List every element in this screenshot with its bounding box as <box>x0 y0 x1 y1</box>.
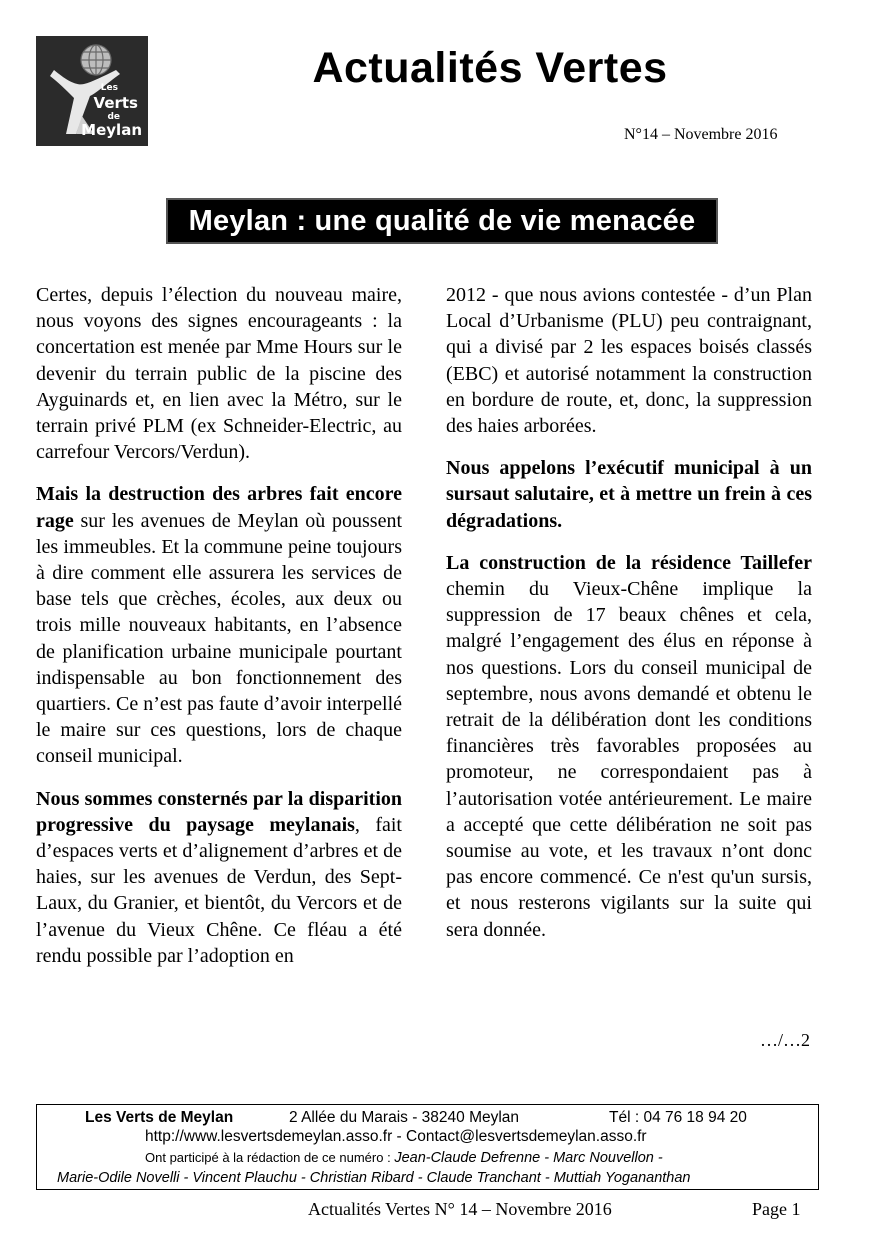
paragraph <box>36 786 402 969</box>
contributors-label: Ont participé à la rédaction de ce numéro : <box>145 1150 395 1165</box>
issue-number: N°14 – Novembre 2016 <box>624 126 778 143</box>
article-column-left <box>36 282 402 985</box>
paragraph-text: , fait d’espaces verts et d’alignement d’arbres et de haies, sur les avenues de Verdun, des Sept-Laux, du Granier, et bientôt, du Vercors et de l’avenue du Vieux Chêne. Ce fléau a été rendu possible par l’adoption en <box>36 813 402 967</box>
paragraph-bold-lead: Nous sommes consternés par la disparition progressive du paysage meylanais <box>36 787 402 836</box>
paragraph-text: 2012 - que nous avions contestée - d’un Plan Local d’Urbanisme (PLU) peu contraignant, qui a divisé par 2 les espaces boisés classés (EBC) et autorisé notamment la construction en bordure de route, et, donc, la suppression des haies arborées. <box>446 284 812 438</box>
website-and-email: http://www.lesvertsdemeylan.asso.fr - Contact@lesvertsdemeylan.asso.fr <box>145 1128 647 1145</box>
paragraph-bold-lead: Nous appelons l’exécutif municipal à un sursaut salutaire, et à mettre un frein à ces dégradations. <box>446 457 812 532</box>
article-column-right <box>446 282 812 959</box>
paragraph <box>36 282 402 465</box>
organization-name: Les Verts de Meylan <box>85 1109 234 1126</box>
paragraph <box>446 550 812 943</box>
footer-publication: Actualités Vertes N° 14 – Novembre 2016 <box>308 1199 612 1219</box>
newsletter-title: Actualités Vertes <box>312 44 668 92</box>
logo-text-meylan: Meylan <box>81 121 142 139</box>
logo-text-verts: Verts <box>93 94 138 112</box>
paragraph-bold-lead: La construction de la résidence Taillefer <box>446 551 812 574</box>
telephone: Tél : 04 76 18 94 20 <box>609 1109 747 1126</box>
paragraph <box>36 481 402 769</box>
contributors-names-cont: Marie-Odile Novelli - Vincent Plauchu - Christian Ribard - Claude Tranchant - Muttiah Yogananthan <box>57 1170 691 1186</box>
logo-text-de: de <box>107 112 120 122</box>
contact-box <box>36 1104 819 1190</box>
les-verts-logo <box>36 36 148 146</box>
paragraph <box>446 455 812 534</box>
page-number: Page 1 <box>752 1199 801 1219</box>
headline-banner <box>166 198 718 244</box>
paragraph-text: sur les avenues de Meylan où poussent les immeubles. Et la commune peine toujours à dire comment elle assurera les services de base tels que crèches, écoles, aux deux ou trois mille nouveaux habitants, en l’absence de planification urbaine municipale pourtant indispensable au bon fonctionnement des quartiers. Ce n’est pas faute d’avoir interpellé le maire sur ces questions, lors de chaque conseil municipal. <box>36 509 402 768</box>
continued-marker: …/…2 <box>760 1030 811 1050</box>
paragraph <box>446 282 812 439</box>
logo-text-les: Les <box>100 83 118 93</box>
paragraph-text: Certes, depuis l’élection du nouveau maire, nous voyons des signes encourageants : la concertation est menée par Mme Hours sur le devenir du terrain public de la piscine des Ayguinards et, en lien avec la Métro, sur le terrain privé PLM (ex Schneider-Electric, au carrefour Vercors/Verdun). <box>36 284 402 464</box>
paragraph-text: chemin du Vieux-Chêne implique la suppression de 17 beaux chênes et cela, malgré l’engagement des élus en réponse à nos questions. Lors du conseil municipal de septembre, nous avons demandé et obtenu le retrait de la délibération dont les conditions financières très favorables proposées au promoteur, ne correspondaient pas à l’autorisation votée antérieurement. Le maire a accepté que cette délibération ne soit pas soumise au vote, et les travaux n’ont donc pas encore commencé. Ce n'est qu'un sursis, et nous resterons vigilants sur la suite qui sera donnée. <box>446 578 812 941</box>
contributors-line <box>145 1150 663 1166</box>
headline-text: Meylan : une qualité de vie menacée <box>188 204 696 237</box>
contributors-names: Jean-Claude Defrenne - Marc Nouvellon - <box>394 1150 663 1166</box>
paragraph-bold-lead: Mais la destruction des arbres fait encore rage <box>36 483 402 532</box>
address: 2 Allée du Marais - 38240 Meylan <box>289 1109 520 1126</box>
